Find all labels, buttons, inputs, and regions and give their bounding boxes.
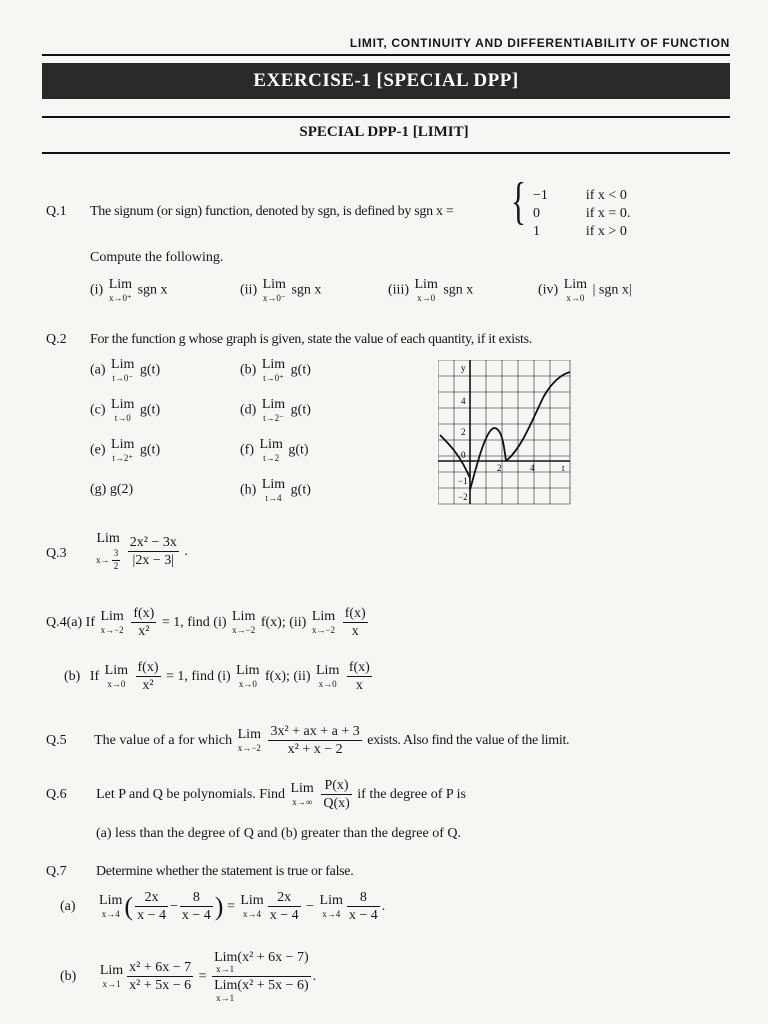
q1-case-condition: if x > 0 [585, 224, 627, 240]
q4b-if: If [89, 668, 100, 684]
lim-operator: Lim [111, 357, 135, 372]
lim-operator: Lim [261, 357, 286, 372]
q7a-r-d1: x − 4 [269, 908, 299, 924]
q7a-minus: − [169, 898, 178, 914]
q5-den: x² + x − 2 [287, 742, 343, 758]
lim-subscript: t→0 [114, 413, 131, 423]
q7a-r-minus: − [306, 898, 315, 914]
header-rule [42, 54, 730, 56]
q7a-n2: 8 [180, 890, 213, 907]
q1-case-conditions [586, 187, 630, 241]
q4b-line [64, 660, 374, 694]
lim-subscript: x→0⁻ [262, 293, 286, 303]
lim-operator: Lim [261, 397, 286, 412]
graph-curve-middle [470, 428, 506, 490]
q2-part-g [90, 482, 133, 498]
q3-sub-prefix: x→ [96, 554, 110, 565]
section-title: SPECIAL DPP-1 [LIMIT] [299, 124, 469, 140]
lim-operator: Lim [100, 609, 124, 625]
graph-curve-left [440, 435, 470, 478]
lim-operator: Lim [563, 277, 588, 292]
q3-fraction [128, 535, 179, 569]
lim-subscript: t→4 [265, 493, 282, 503]
graph-curve-right [506, 372, 570, 461]
part-label: (e) [90, 442, 106, 458]
lim-subscript: x→0 [566, 293, 585, 303]
q3-sub-num: 3 [112, 549, 121, 561]
q4a-eq: = 1, find [161, 614, 210, 630]
q4b-eq: = 1, find (i) [166, 668, 231, 684]
lim-subscript: x→4 [101, 909, 120, 920]
lim-operator: Lim [262, 277, 286, 292]
graph-y-label: y [461, 363, 466, 373]
lim-operator: Lim [240, 893, 264, 909]
part-label: (g) [90, 482, 107, 497]
lim-operator: Lim [96, 531, 120, 546]
q7a-d1: x − 4 [137, 908, 166, 924]
left-paren-icon: ( [124, 891, 134, 921]
lim-operator: Lim [111, 437, 135, 452]
q4a-if: If [85, 614, 95, 630]
q3-lim [96, 532, 120, 572]
q6-number: Q.6 [46, 786, 67, 802]
q1-piecewise [506, 173, 631, 241]
q3-sub-den: 2 [113, 560, 119, 571]
lim-subscript: x→1 [216, 964, 235, 975]
lim-operator: Lim [290, 781, 314, 797]
lim-subscript: t→2⁻ [263, 413, 284, 423]
lim-subscript: t→2 [263, 453, 280, 463]
lim-operator: Lim [319, 893, 343, 909]
q7a-d2: x − 4 [181, 908, 211, 924]
q4a-i-expr: f(x); [260, 614, 286, 630]
part-expression: sgn x [137, 282, 168, 298]
running-title: LIMIT, CONTINUITY AND DIFFERENTIABILITY OF FUNCTION [349, 36, 730, 50]
q4a-ii-num: f(x) [343, 606, 368, 623]
q7b-num: x² + 6x − 7 [127, 960, 193, 977]
lim-subscript: t→2⁺ [112, 453, 134, 463]
lim-operator: Lim [108, 277, 133, 292]
part-expression: sgn x [443, 282, 474, 298]
q7a-line [60, 890, 385, 924]
part-label: (iv) [538, 282, 559, 298]
q1-case-values [533, 187, 548, 241]
q7b-right-numerator [212, 950, 311, 977]
q4b-label: (b) [64, 668, 81, 684]
lim-operator: Lim [414, 277, 438, 292]
lim-operator: Lim [104, 663, 128, 679]
q4a-num: f(x) [131, 606, 156, 623]
section-rule [42, 152, 730, 154]
graph-tick-y-4: 4 [461, 396, 466, 406]
lim-operator: Lim [259, 437, 283, 452]
q4b-i-expr: f(x); (ii) [265, 668, 311, 684]
lim-subscript: x→4 [322, 909, 341, 920]
q7b-rden: Lim(x² + 5x − 6) [214, 978, 309, 994]
graph-tick-x-2: 2 [497, 463, 502, 473]
q1-part-i [90, 278, 168, 303]
lim-operator: Lim [261, 477, 286, 492]
q5-text: The value of a for which [94, 732, 233, 748]
q7b-line [60, 950, 316, 1004]
q7a-end: . [381, 898, 386, 914]
q7a-r-d2: x − 4 [348, 908, 378, 924]
q7b-rnum: Lim(x² + 6x − 7) [214, 950, 309, 965]
part-label: (b) [240, 362, 257, 378]
q7-text: Determine whether the statement is true or false. [96, 864, 354, 879]
part-expression: g(t) [290, 482, 311, 498]
lim-operator: Lim [236, 663, 260, 679]
left-brace-icon: { [510, 173, 526, 230]
lim-subscript: x→−2 [311, 625, 336, 636]
q6-tail: if the degree of P is [357, 786, 466, 802]
q1-part-ii [240, 278, 321, 303]
lim-operator: Lim [99, 963, 124, 979]
q1-case-value: −1 [532, 188, 548, 204]
q7a-n1: 2x [135, 890, 168, 907]
graph-tick-x-4: 4 [530, 463, 535, 473]
q1-part-iii [388, 278, 473, 303]
graph-tick-y-0: 0 [461, 450, 466, 460]
q3-sub-fraction [112, 549, 121, 572]
part-expression: g(t) [139, 402, 161, 418]
q4a-ii-label: (ii) [289, 614, 307, 630]
q5-number: Q.5 [46, 732, 67, 748]
q4a-line [46, 606, 370, 640]
lim-subscript: x→−2 [232, 625, 256, 636]
lim-subscript: x→0 [107, 679, 126, 690]
lim-subscript: x→1 [216, 992, 235, 1003]
q4-number: Q.4(a) [46, 614, 83, 630]
q4a-den: x² [138, 624, 150, 640]
q4a-i-label: (i) [213, 614, 227, 630]
lim-operator: Lim [237, 727, 261, 743]
q4b-den: x² [142, 678, 154, 694]
lim-subscript: x→0 [417, 293, 436, 303]
lim-subscript: x→0⁺ [109, 293, 132, 303]
part-label: (f) [240, 442, 254, 458]
q4b-num: f(x) [136, 660, 161, 677]
q2-part-c [90, 398, 160, 423]
graph-tick-y-neg2: −2 [458, 492, 468, 502]
q1-number: Q.1 [46, 204, 67, 219]
q4b-ii-den: x [355, 678, 363, 694]
q5-line [46, 724, 569, 758]
q6-num: P(x) [321, 778, 351, 795]
q7a-eq: = [226, 898, 235, 914]
q3-numerator: 2x² − 3x [128, 535, 179, 552]
part-label: (ii) [240, 282, 258, 298]
q2-part-d [240, 398, 311, 423]
q1-case-value: 1 [532, 224, 540, 240]
lim-subscript: x→∞ [292, 797, 313, 808]
right-paren-icon: ) [214, 891, 224, 921]
q6-parts: (a) less than the degree of Q and (b) greater than the degree of Q. [96, 826, 461, 841]
lim-subscript: x→0 [238, 679, 257, 690]
q7b-right-fraction [212, 950, 311, 1004]
q2-part-e [90, 438, 160, 463]
q7a-label: (a) [60, 898, 76, 914]
graph-x-label: t [562, 463, 565, 473]
q2-graph [438, 360, 572, 506]
q2-text: For the function g whose graph is given, state the value of each quantity, if it exists. [90, 332, 532, 347]
lim-subscript: t→0⁻ [112, 373, 134, 383]
graph-tick-y-neg1: −1 [458, 476, 468, 486]
q1-text: The signum (or sign) function, denoted by sgn, is defined by sgn x = [90, 204, 454, 219]
lim-subscript [96, 549, 120, 572]
q3-number: Q.3 [46, 546, 67, 561]
part-label: (c) [90, 402, 106, 418]
lim-subscript: x→−2 [237, 743, 261, 754]
q5-tail: exists. Also find the value of the limit. [367, 732, 570, 748]
q6-text: Let P and Q be polynomials. Find [96, 786, 285, 802]
q7b-right-denominator [212, 977, 311, 1003]
part-expression: sgn x [291, 282, 322, 298]
part-expression: | sgn x| [592, 282, 632, 298]
q6-line [46, 778, 466, 812]
lim-operator: Lim [311, 609, 336, 625]
q5-num: 3x² + ax + a + 3 [268, 724, 361, 741]
q2-part-a [90, 358, 160, 383]
part-label: (iii) [388, 282, 409, 298]
part-expression: g(t) [290, 402, 311, 418]
q1-case-condition: if x < 0 [585, 188, 627, 204]
q7-number: Q.7 [46, 864, 67, 879]
lim-subscript: t→0⁺ [263, 373, 284, 383]
lim-subscript: x→−2 [100, 625, 124, 636]
q3-expression [94, 532, 188, 572]
lim-operator: Lim [99, 893, 123, 909]
lim-subscript: x→4 [243, 909, 262, 920]
lim-subscript: x→0 [318, 679, 337, 690]
q7b-eq: = [198, 968, 207, 984]
lim-operator: Lim [316, 663, 340, 679]
q1-case-condition: if x = 0. [585, 206, 631, 222]
q3-denominator: |2x − 3| [132, 553, 175, 569]
part-expression: g(t) [290, 362, 311, 378]
q4a-ii-den: x [351, 624, 359, 640]
q7b-den: x² + 5x − 6 [129, 978, 192, 994]
q1-part-iv [538, 278, 632, 303]
part-label: (i) [90, 282, 104, 298]
q2-part-b [240, 358, 311, 383]
q7a-r-n2: 8 [347, 890, 380, 907]
part-expression: g(2) [109, 482, 134, 497]
q4b-ii-num: f(x) [347, 660, 372, 677]
part-label: (h) [240, 482, 257, 498]
part-expression: g(t) [139, 362, 161, 378]
q7b-end: . [312, 968, 317, 984]
lim-subscript: x→1 [102, 979, 121, 990]
q7a-r-n1: 2x [268, 890, 301, 907]
part-expression: g(t) [139, 442, 161, 458]
q2-part-f [240, 438, 309, 463]
q2-number: Q.2 [46, 332, 67, 347]
graph-tick-y-2: 2 [461, 427, 466, 437]
q1-case-value: 0 [532, 206, 540, 222]
banner-rule-bottom [42, 116, 730, 118]
lim-operator: Lim [111, 397, 135, 412]
part-label: (a) [90, 362, 106, 378]
q7b-label: (b) [60, 968, 77, 984]
exercise-title: EXERCISE-1 [SPECIAL DPP] [42, 63, 730, 99]
part-label: (d) [240, 402, 257, 418]
q2-part-h [240, 478, 311, 503]
q6-den: Q(x) [323, 796, 350, 812]
q3-end: . [184, 543, 188, 559]
part-expression: g(t) [288, 442, 309, 458]
q1-prompt: Compute the following. [90, 250, 224, 265]
lim-operator: Lim [232, 609, 256, 625]
